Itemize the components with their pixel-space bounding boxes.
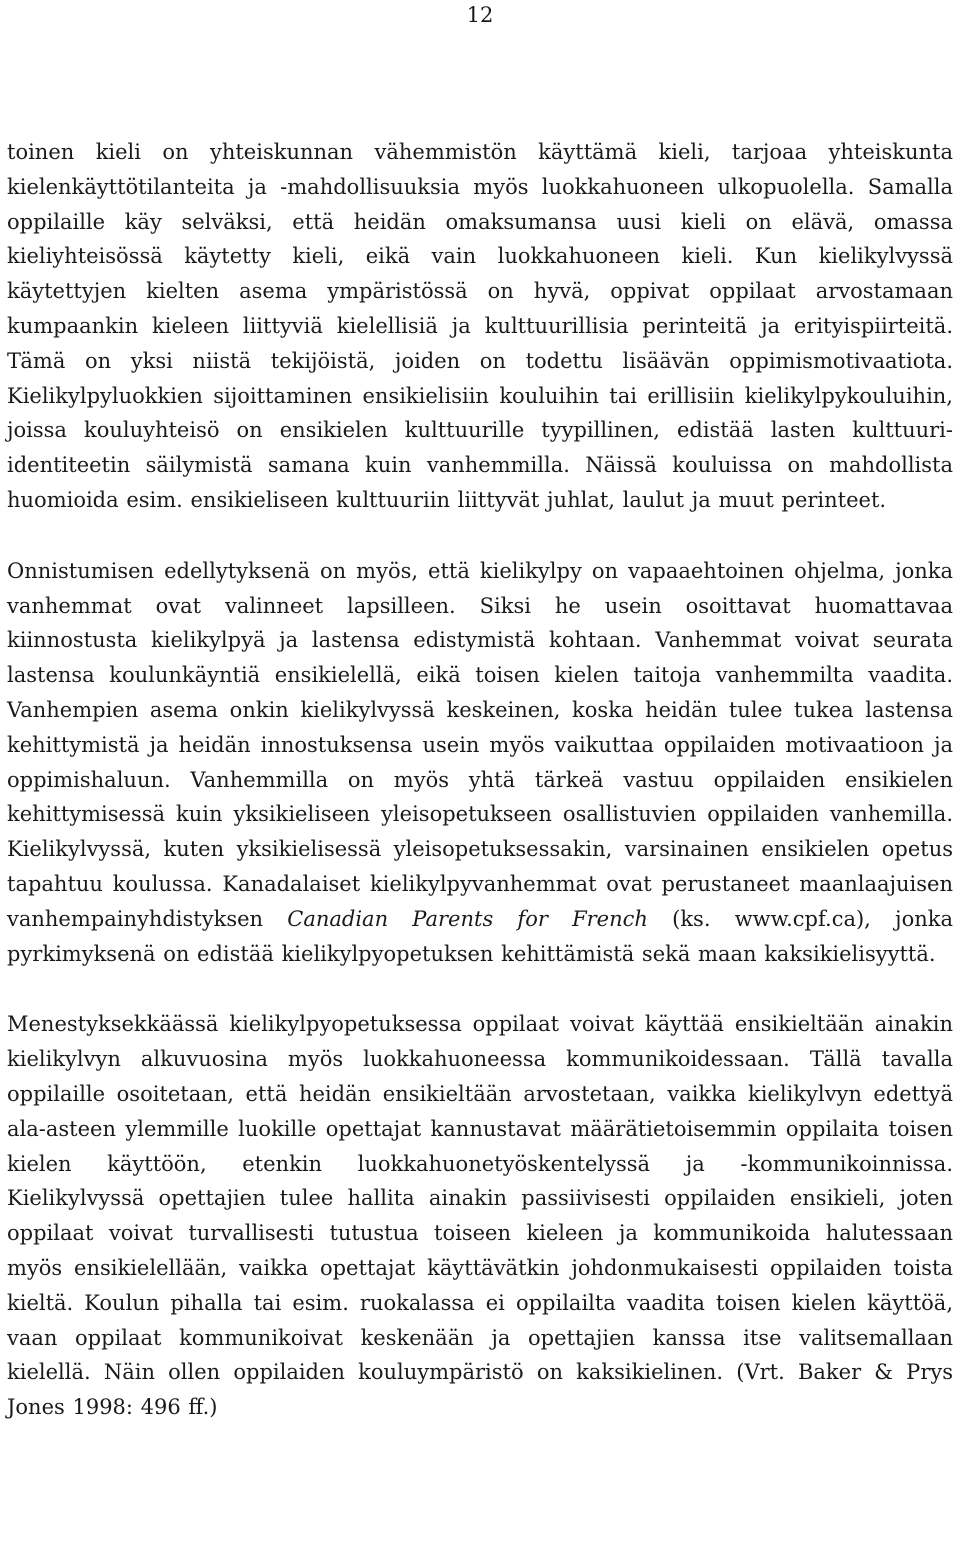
- paragraph-3: Menestyksekkäässä kielikylpyopetuksessa oppilaat voivat käyttää ensikieltään ainakin kielikylvyn alkuvuosina myös luokkahuoneessa kommunikoidessaan. Tällä tavalla oppilaille osoitetaan, että heidän ensikieltään arvostetaan, vaikka kielikylvyn edettyä ala-asteen ylemmille luokille opettajat kannustavat määrätietoisemmin oppilaita toisen kielen käyttöön, etenkin luokkahuonetyöskentelyssä ja -kommunikoinnissa. Kielikylvyssä opettajien tulee hallita ainakin passiivisesti oppilaiden ensikieli, joten oppilaat voivat turvallisesti tutustua toiseen kieleen ja kommunikoida halutessaan myös ensikielellään, vaikka opettajat käyttävätkin johdonmukaisesti oppilaiden toista kieltä. Koulun pihalla tai esim. ruokalassa ei oppilailta vaadita toisen kielen käyttöä, vaan oppilaat kommunikoivat keskenään ja opettajien kanssa itse valitsemallaan kielellä. Näin ollen oppilaiden kouluympäristö on kaksikielinen. (Vrt. Baker & Prys Jones 1998: 496 ff.): [7, 1012, 953, 1420]
- paragraph-2-text-before: Onnistumisen edellytyksenä on myös, että kielikylpy on vapaaehtoinen ohjelma, jonka vanhemmat ovat valinneet lapsilleen. Siksi he usein osoittavat huomattavaa kiinnostusta kielikylpyä ja lastensa edistymistä kohtaan. Vanhemmat voivat seurata lastensa koulunkäyntiä ensikielellä, eikä toisen kielen taitoja vanhemmilta vaadita. Vanhempien asema onkin kielikylvyssä keskeinen, koska heidän tulee tukea lastensa kehittymistä ja heidän innostuksensa usein myös vaikuttaa oppilaiden motivaatioon ja oppimishaluun. Vanhemmilla on myös yhtä tärkeä vastuu oppilaiden ensikielen kehittymisessä kuin yksikieliseen yleisopetukseen osallistuvien oppilaiden vanhemilla. Kielikylvyssä, kuten yksikielisessä yleisopetuksessakin, varsinainen ensikielen opetus tapahtuu koulussa. Kanadalaiset kielikylpyvanhemmat ovat perustaneet maanlaajuisen vanhempainyhdistyksen: [7, 558, 953, 931]
- paragraph-2-text-after: (ks. www.cpf.ca), jonka pyrkimyksenä on edistää kielikylpyopetuksen kehittämistä sekä maan kaksikielisyyttä.: [7, 906, 953, 966]
- page-number: 12: [466, 3, 494, 27]
- body-text: [7, 135, 953, 1425]
- paragraph-2: [7, 554, 953, 972]
- organization-name: Canadian Parents for French: [287, 906, 648, 931]
- paragraph-1: toinen kieli on yhteiskunnan vähemmistön käyttämä kieli, tarjoaa yhteiskunta kielenkäyttötilanteita ja -mahdollisuuksia myös luokkahuoneen ulkopuolella. Samalla oppilaille käy selväksi, että heidän omaksumansa uusi kieli on elävä, omassa kieliyhteisössä käytetty kieli, eikä vain luokkahuoneen kieli. Kun kielikylvyssä käytettyjen kielten asema ympäristössä on hyvä, oppivat oppilaat arvostamaan kumpaankin kieleen liittyviä kielellisiä ja kulttuurillisia perinteitä ja erityispiirteitä. Tämä on yksi niistä tekijöistä, joiden on todettu lisäävän oppimismotivaatiota. Kielikylpyluokkien sijoittaminen ensikielisiin kouluihin tai erillisiin kielikylpykouluihin, joissa kouluyhteisö on ensikielen kulttuurille tyypillinen, edistää lasten kulttuuri-identiteetin säilymistä samana kuin vanhemmilla. Näissä kouluissa on mahdollista huomioida esim. ensikieliseen kulttuuriin liittyvät juhlat, laulut ja muut perinteet.: [7, 140, 953, 512]
